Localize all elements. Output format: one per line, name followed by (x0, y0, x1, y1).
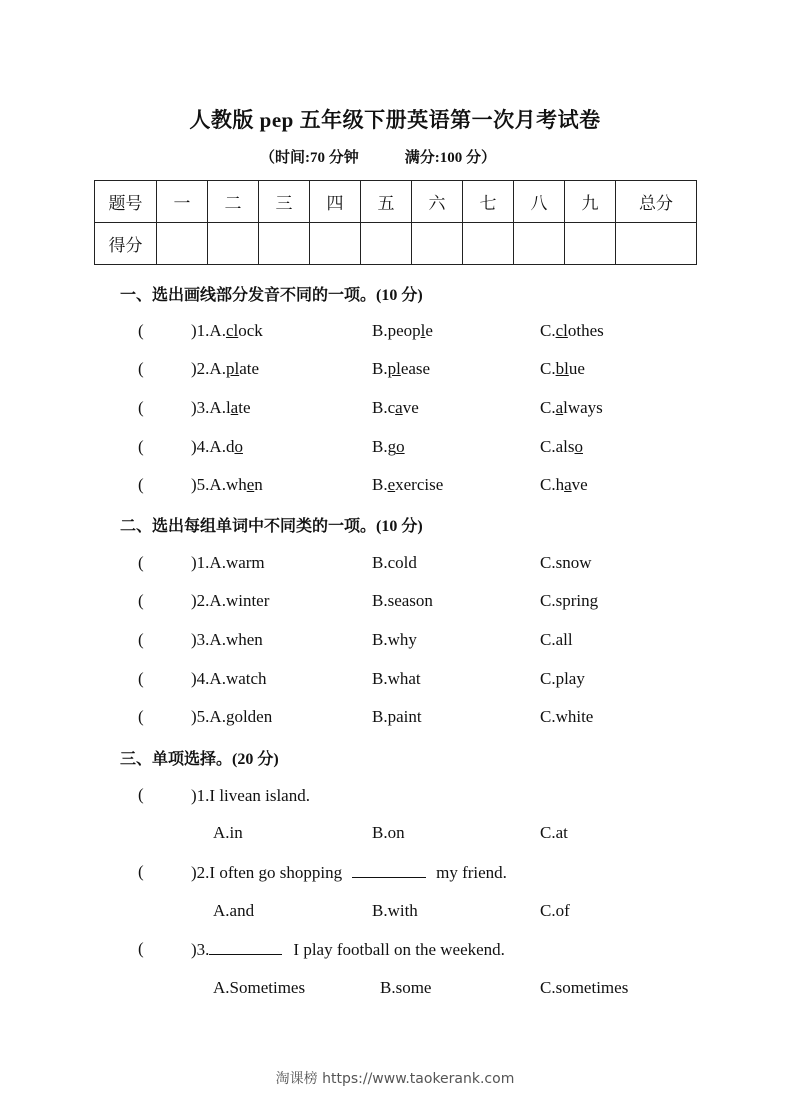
option-text: ue (568, 359, 585, 378)
underlined-part: l (420, 321, 426, 340)
option-a (191, 398, 251, 418)
answer-paren[interactable]: ( (138, 359, 144, 378)
answer-paren[interactable]: ( (138, 939, 144, 958)
option-c: C.white (540, 707, 594, 726)
option-text: B.c (372, 398, 396, 417)
option-text: ve (402, 398, 419, 417)
score-table-score-row (95, 223, 697, 265)
underlined-part: a (230, 398, 239, 417)
column-6: 六 (412, 181, 463, 223)
section3-item-2 (0, 862, 790, 886)
answer-paren[interactable]: ( (138, 669, 144, 688)
column-3: 三 (259, 181, 310, 223)
section1-item-4 (0, 437, 790, 461)
time-limit: （时间:70 分钟 (260, 150, 359, 166)
underlined-part: cl (555, 321, 568, 340)
option-text: B.peop (372, 321, 421, 340)
full-score: 满分:100 分） (404, 150, 496, 166)
underlined-part: e (246, 475, 255, 494)
option-text: othes (567, 321, 604, 340)
option-text: ve (571, 475, 588, 494)
column-4: 四 (310, 181, 361, 223)
section1-item-3 (0, 398, 790, 422)
score-cell[interactable] (157, 223, 208, 265)
column-5: 五 (361, 181, 412, 223)
option-text: )4.A.d (191, 437, 235, 456)
option-text: n (254, 475, 263, 494)
option-c: C.play (540, 669, 585, 688)
option-c (540, 475, 588, 495)
question-stem-end: an island. (244, 786, 310, 805)
score-cell[interactable] (361, 223, 412, 265)
underlined-part: a (395, 398, 403, 417)
answer-paren[interactable]: ( (138, 553, 144, 572)
underlined-part: a (555, 398, 564, 417)
option-text: )3.A.l (191, 398, 231, 417)
option-b (372, 321, 433, 341)
fill-blank[interactable] (209, 939, 282, 955)
score-table (94, 180, 697, 265)
option-c: C.at (540, 823, 568, 842)
option-b (372, 359, 430, 379)
option-text: ease (400, 359, 431, 378)
option-text: C. (540, 359, 556, 378)
score-cell[interactable] (259, 223, 310, 265)
row-label-question-number: 题号 (95, 181, 157, 223)
option-c: C.sometimes (540, 978, 629, 997)
underlined-part: o (574, 437, 583, 456)
option-text: lways (563, 398, 603, 417)
option-text: )1.A. (191, 321, 226, 340)
question-text (191, 862, 507, 883)
exam-title: 人教版 pep 五年级下册英语第一次月考试卷 (189, 108, 601, 132)
option-b: B.with (372, 901, 418, 920)
option-a: A.Sometimes (213, 978, 306, 997)
option-b: B.cold (372, 553, 417, 572)
option-a: )5.A.golden (191, 707, 273, 726)
option-text: C. (540, 321, 556, 340)
option-a (191, 359, 259, 379)
section-3-heading: 三、单项选择。(20 分) (120, 751, 279, 768)
question-stem: )1.I live (191, 786, 245, 805)
score-cell-total[interactable] (616, 223, 697, 265)
answer-paren[interactable]: ( (138, 707, 144, 726)
option-b: B.some (380, 978, 432, 997)
option-text: C. (540, 398, 556, 417)
answer-paren[interactable]: ( (138, 437, 144, 456)
option-text: C.als (540, 437, 575, 456)
option-text: B. (372, 475, 388, 494)
underlined-part: o (234, 437, 243, 456)
option-b: B.paint (372, 707, 422, 726)
option-c (540, 359, 585, 379)
option-text: e (425, 321, 433, 340)
option-a: A.and (213, 901, 255, 920)
answer-paren[interactable]: ( (138, 321, 144, 340)
column-2: 二 (208, 181, 259, 223)
column-9: 九 (565, 181, 616, 223)
option-b (372, 398, 419, 418)
option-b: B.why (372, 630, 417, 649)
underlined-part: cl (225, 321, 239, 340)
option-b (372, 437, 405, 457)
section3-options-2 (0, 901, 790, 925)
option-text: C.h (540, 475, 565, 494)
option-a: )2.A.winter (191, 591, 270, 610)
option-c: C.all (540, 630, 573, 649)
question-text (191, 939, 505, 960)
option-text: te (238, 398, 251, 417)
option-c (540, 437, 583, 457)
section2-item-3 (0, 630, 790, 654)
score-cell[interactable] (514, 223, 565, 265)
section1-item-1 (0, 321, 790, 345)
section3-item-3 (0, 939, 790, 963)
question-stem-end: my friend. (436, 863, 507, 882)
score-cell[interactable] (565, 223, 616, 265)
score-cell[interactable] (463, 223, 514, 265)
answer-paren[interactable]: ( (138, 398, 144, 417)
column-8: 八 (514, 181, 565, 223)
question-stem: )2.I often go shopping (191, 863, 343, 882)
underlined-part: pl (387, 359, 401, 378)
option-b: B.season (372, 591, 433, 610)
option-text: xercise (395, 475, 444, 494)
option-c: C.of (540, 901, 570, 920)
section-2-heading: 二、选出每组单词中不同类的一项。(10 分) (120, 518, 423, 535)
section3-options-1 (0, 823, 790, 847)
underlined-part: pl (225, 359, 240, 378)
option-c (540, 398, 603, 418)
option-a (191, 437, 243, 457)
answer-paren[interactable]: ( (138, 785, 144, 804)
option-text: B. (372, 359, 388, 378)
question-stem: )3. (191, 940, 210, 959)
option-text: B.g (372, 437, 397, 456)
underlined-part: o (396, 437, 405, 456)
score-table-header-row (95, 181, 697, 223)
section-1-heading: 一、选出画线部分发音不同的一项。(10 分) (120, 287, 423, 304)
answer-paren[interactable]: ( (138, 862, 144, 881)
section3-item-1 (0, 785, 790, 809)
option-text: )2.A. (191, 359, 226, 378)
option-b (372, 475, 443, 495)
option-a: )4.A.watch (191, 669, 267, 688)
fill-blank[interactable] (352, 862, 426, 878)
score-cell[interactable] (412, 223, 463, 265)
option-a: A.in (213, 823, 243, 842)
answer-paren[interactable]: ( (138, 475, 144, 494)
option-c: C.snow (540, 553, 592, 572)
option-b: B.what (372, 669, 421, 688)
score-cell[interactable] (208, 223, 259, 265)
option-a: )1.A.warm (191, 553, 265, 572)
option-text: ock (238, 321, 263, 340)
column-1: 一 (157, 181, 208, 223)
question-stem-end: I play football on the weekend. (293, 940, 505, 959)
exam-subtitle (260, 146, 496, 167)
underlined-part: e (387, 475, 396, 494)
option-c: C.spring (540, 591, 599, 610)
option-text: )5.A.wh (191, 475, 247, 494)
section1-item-5 (0, 475, 790, 499)
option-text: ate (239, 359, 260, 378)
option-a (191, 321, 263, 341)
answer-paren[interactable]: ( (138, 591, 144, 610)
section2-item-4 (0, 669, 790, 693)
watermark-footer: 淘课榜 https://www.taokerank.com (275, 1071, 515, 1087)
option-a (191, 475, 263, 495)
question-text (191, 785, 310, 806)
section2-item-5 (0, 707, 790, 731)
row-label-score: 得分 (95, 223, 157, 265)
column-7: 七 (463, 181, 514, 223)
option-a: )3.A.when (191, 630, 263, 649)
section3-options-3 (0, 978, 790, 1002)
score-cell[interactable] (310, 223, 361, 265)
option-b: B.on (372, 823, 405, 842)
underlined-part: bl (555, 359, 569, 378)
underlined-part: a (564, 475, 572, 494)
answer-paren[interactable]: ( (138, 630, 144, 649)
section1-item-2 (0, 359, 790, 383)
option-c (540, 321, 604, 341)
section2-item-2 (0, 591, 790, 615)
section2-item-1 (0, 553, 790, 577)
column-total: 总分 (616, 181, 697, 223)
